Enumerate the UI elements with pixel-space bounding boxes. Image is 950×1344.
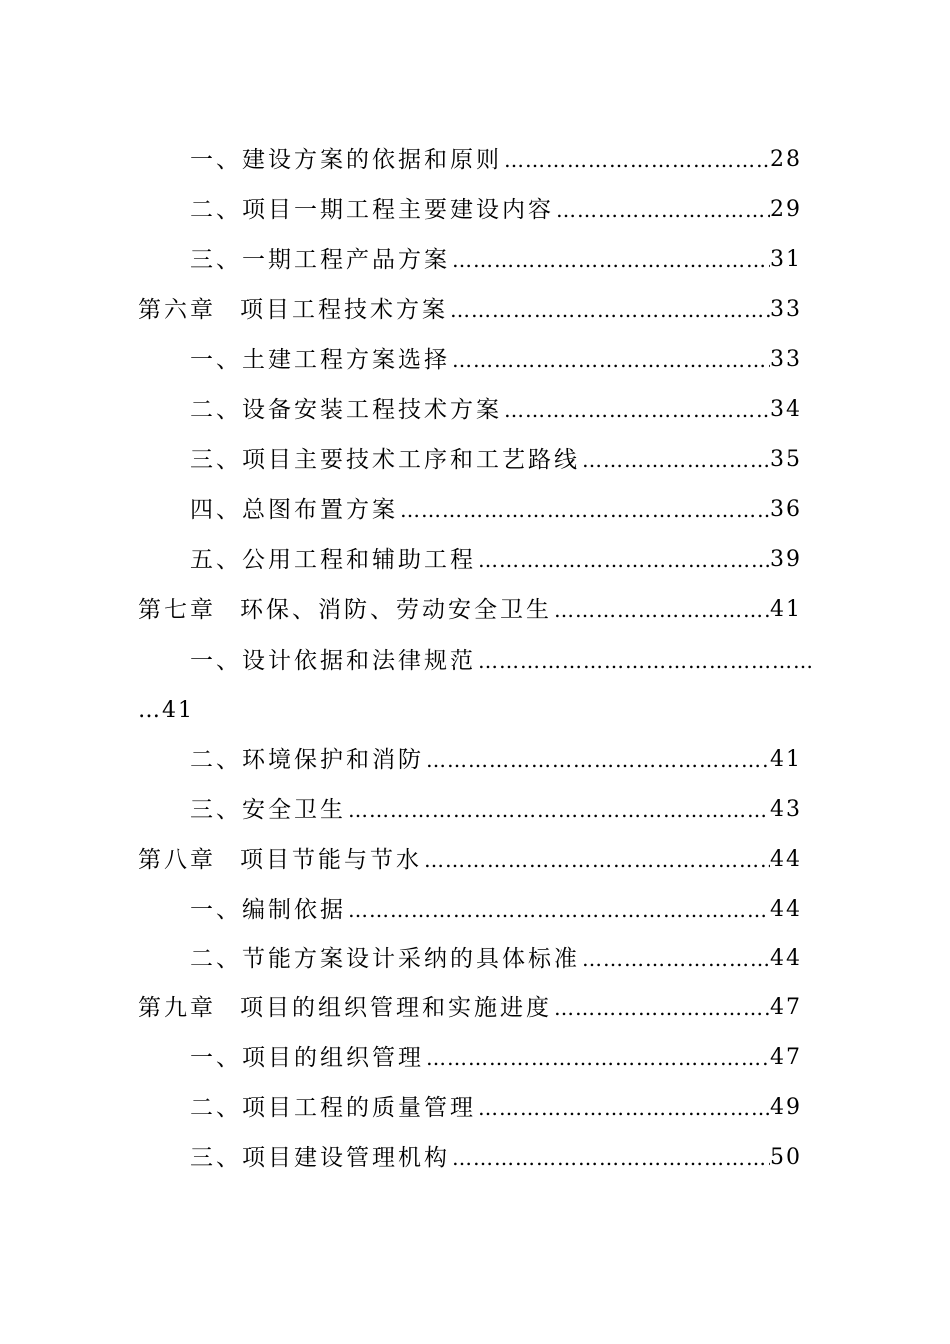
toc-entry-page: 47 [770,1045,802,1070]
dot-leader [450,240,770,280]
toc-entry-page: 41 [770,597,802,622]
toc-entry-title: 二、项目工程的质量管理 [190,1095,476,1121]
toc-entry-title: 三、项目主要技术工序和工艺路线 [190,447,580,473]
toc-entry-section[interactable] [190,140,802,180]
toc-entry-chapter[interactable] [138,590,802,630]
dot-leader [424,740,770,780]
toc-entry-title: 三、一期工程产品方案 [190,247,450,273]
toc-entry-chapter[interactable] [138,988,802,1028]
toc-entry-section[interactable] [190,1038,802,1078]
dot-leader [502,140,770,180]
toc-entry-page: 36 [770,497,802,522]
toc-entry-title: 一、建设方案的依据和原则 [190,147,502,173]
toc-entry-section[interactable] [190,390,802,430]
dot-leader [580,440,770,480]
toc-entry-title: 三、项目建设管理机构 [190,1145,450,1171]
toc-entry-page: 33 [770,297,802,322]
toc-entry-section[interactable] [190,790,802,830]
toc-entry-title: 二、项目一期工程主要建设内容 [190,197,554,223]
dot-leader [502,390,770,430]
dot-leader [346,890,770,930]
chapter-number: 第八章 [138,847,216,873]
toc-entry-title: 项目工程技术方案 [240,297,448,323]
dot-leader [476,540,770,580]
dot-leader [552,988,770,1028]
toc-entry-title: 二、设备安装工程技术方案 [190,397,502,423]
toc-entry-section[interactable] [190,240,802,280]
toc-entry-title: 环保、消防、劳动安全卫生 [240,597,552,623]
toc-entry-page: 28 [770,147,802,172]
toc-entry-section[interactable] [190,890,802,930]
toc-entry-section[interactable] [190,490,802,530]
toc-entry-title: 一、编制依据 [190,897,346,923]
dot-leader [346,790,770,830]
toc-entry-page: 34 [770,397,802,422]
toc-entry-section[interactable] [190,1138,802,1178]
toc-entry-section[interactable] [190,939,802,979]
toc-entry-page: 33 [770,347,802,372]
dot-leader [448,290,770,330]
toc-entry-page: 39 [770,547,802,572]
toc-entry-title: 二、节能方案设计采纳的具体标准 [190,946,580,972]
dot-leader [450,340,770,380]
toc-entry-title: 三、安全卫生 [190,797,346,823]
toc-entry-section[interactable] [190,440,802,480]
dot-leader [450,1138,770,1178]
toc-entry-section[interactable] [190,1088,802,1128]
toc-entry-page: 31 [770,247,802,272]
dot-leader [398,490,770,530]
dot-leader [424,1038,770,1078]
toc-entry-page: 41 [770,747,802,772]
toc-entry-page-continuation: …41 [138,698,194,723]
chapter-number: 第七章 [138,597,216,623]
toc-entry-page: 44 [770,897,802,922]
toc-entry-section[interactable] [190,340,802,380]
toc-entry-title: 一、设计依据和法律规范 [190,648,476,674]
toc-entry-page: 29 [770,197,802,222]
toc-entry-section[interactable] [190,190,802,230]
dot-leader [476,1088,770,1128]
toc-entry-title: 一、项目的组织管理 [190,1045,424,1071]
toc-entry-title: 项目的组织管理和实施进度 [240,995,552,1021]
toc-entry-page: 47 [770,995,802,1020]
toc-entry-section[interactable] [190,540,802,580]
toc-entry-chapter[interactable] [138,290,802,330]
toc-entry-page: 44 [770,946,802,971]
dot-leader [476,641,814,681]
toc-entry-title: 五、公用工程和辅助工程 [190,547,476,573]
toc-entry-title: 项目节能与节水 [240,847,422,873]
toc-entry-page: 35 [770,447,802,472]
toc-entry-section[interactable] [190,740,802,780]
toc-entry-page: 50 [770,1145,802,1170]
toc-entry-section[interactable] [190,641,814,681]
toc-entry-page: 43 [770,797,802,822]
toc-entry-title: 四、总图布置方案 [190,497,398,523]
dot-leader [554,190,770,230]
toc-entry-title: 一、土建工程方案选择 [190,347,450,373]
toc-entry-chapter[interactable] [138,840,802,880]
dot-leader [580,939,770,979]
toc-entry-continuation[interactable] [138,691,338,731]
toc-entry-title: 二、环境保护和消防 [190,747,424,773]
dot-leader [422,840,770,880]
chapter-number: 第六章 [138,297,216,323]
dot-leader [552,590,770,630]
toc-entry-page: 44 [770,847,802,872]
chapter-number: 第九章 [138,995,216,1021]
toc-entry-page: 49 [770,1095,802,1120]
